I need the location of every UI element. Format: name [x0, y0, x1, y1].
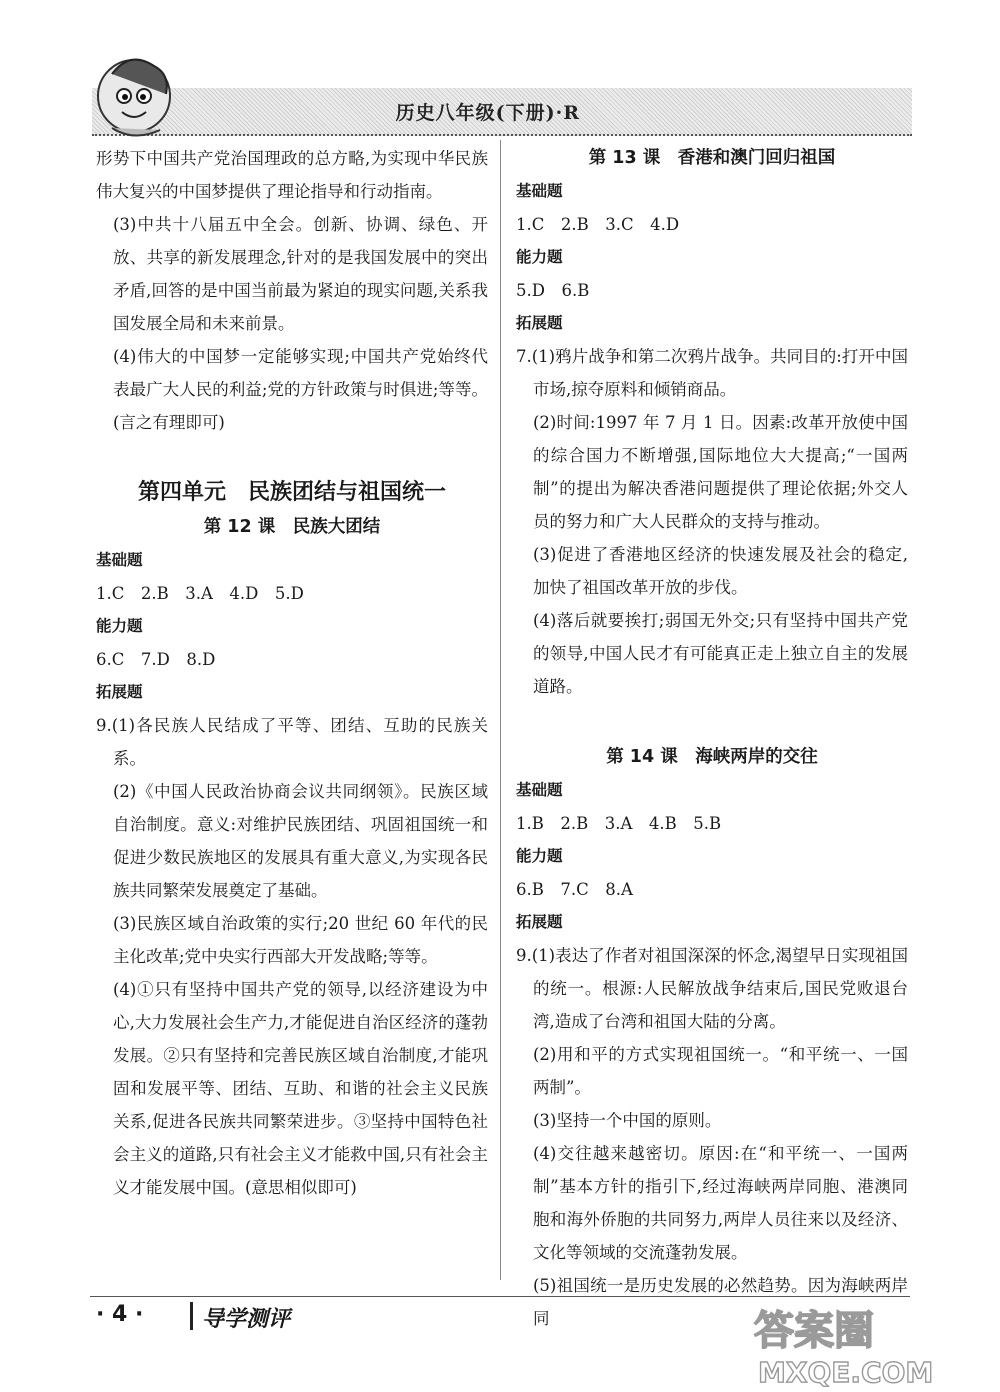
paragraph: (2)《中国人民政治协商会议共同纲领》。民族区域自治制度。意义:对维护民族团结、巩固祖国统一和促进少数民族地区的发展具有重大意义,为实现各民族共同繁荣发展奠定了基础。	[113, 782, 488, 900]
spacer	[516, 703, 908, 741]
watermark-site: MXQE.COM	[758, 1356, 934, 1389]
section-label-extension: 拓展题	[96, 683, 143, 701]
section-label-basic: 基础题	[96, 551, 143, 569]
paragraph: 9.(1)各民族人民结成了平等、团结、互助的民族关系。	[96, 716, 488, 768]
paragraph: 7.(1)鸦片战争和第二次鸦片战争。共同目的:打开中国市场,掠夺原料和倾销商品。	[516, 347, 908, 399]
paragraph: (2)时间:1997 年 7 月 1 日。因素:改革开放使中国的综合国力不断增强,国际地位大大提高;“一国两制”的提出为解决香港问题提供了理论依据;外交人员的努力和广大人民群众的支持与推动。	[533, 413, 908, 531]
paragraph: (4)交往越来越密切。原因:在“和平统一、一国两制”基本方针的指引下,经过海峡两岸同胞、港澳同胞和海外侨胞的共同努力,两岸人员往来以及经济、文化等领域的交流蓬勃发展。	[533, 1144, 908, 1262]
left-column	[96, 142, 488, 1204]
column-divider	[500, 140, 501, 1280]
right-column	[516, 142, 908, 1335]
paragraph: 9.(1)表达了作者对祖国深深的怀念,渴望早日实现祖国的统一。根源:人民解放战争结束后,国民党败退台湾,造成了台湾和祖国大陆的分离。	[516, 946, 908, 1031]
lesson-title: 第 13 课 香港和澳门回归祖国	[588, 148, 836, 168]
paragraph: (4)落后就要挨打;弱国无外交;只有坚持中国共产党的领导,中国人民才有可能真正走上独立自主的发展道路。	[533, 611, 908, 696]
answer-row: 6.C 7.D 8.D	[96, 650, 216, 669]
section-label-ability: 能力题	[516, 248, 563, 266]
page-header	[0, 0, 1000, 150]
paragraph: (2)用和平的方式实现祖国统一。“和平统一、一国两制”。	[533, 1045, 908, 1097]
section-label-basic: 基础题	[516, 182, 563, 200]
paragraph: (3)民族区域自治政策的实行;20 世纪 60 年代的民主化改革;党中央实行西部大开发战略;等等。	[113, 914, 488, 966]
section-label-extension: 拓展题	[516, 913, 563, 931]
paragraph: (3)坚持一个中国的原则。	[533, 1111, 722, 1130]
unit-title: 第四单元 民族团结与祖国统一	[137, 480, 446, 505]
paragraph: (4)伟大的中国梦一定能够实现;中国共产党始终代表最广大人民的利益;党的方针政策与时俱进;等等。(言之有理即可)	[113, 347, 488, 432]
answer-row: 6.B 7.C 8.A	[516, 880, 633, 899]
watermark-text: 答案圈	[754, 1308, 874, 1354]
section-label-ability: 能力题	[96, 617, 143, 635]
footer-rule	[90, 1296, 910, 1297]
answer-row: 1.B 2.B 3.A 4.B 5.B	[516, 814, 722, 833]
section-label-ability: 能力题	[516, 847, 563, 865]
paragraph: 形势下中国共产党治国理政的总方略,为实现中华民族伟大复兴的中国梦提供了理论指导和行动指南。	[96, 149, 488, 201]
mascot-icon	[82, 44, 192, 144]
paragraph: (4)①只有坚持中国共产党的领导,以经济建设为中心,大力发展社会生产力,才能促进自治区经济的蓬勃发展。②只有坚持和完善民族区域自治制度,才能巩固和发展平等、团结、互助、和谐的社会主义民族关系,促进各民族共同繁荣进步。③坚持中国特色社会主义的道路,只有社会主义才能救中国,只有社会主义才能发展中国。(意思相似即可)	[113, 980, 488, 1197]
answer-row: 1.C 2.B 3.A 4.D 5.D	[96, 584, 304, 603]
paragraph: (5)祖国统一是历史发展的必然趋势。因为海峡两岸同	[533, 1276, 908, 1328]
lesson-title: 第 14 课 海峡两岸的交往	[606, 747, 818, 767]
answer-row: 1.C 2.B 3.C 4.D	[516, 215, 680, 234]
paragraph: (3)中共十八届五中全会。创新、协调、绿色、开放、共享的新发展理念,针对的是我国发展中的突出矛盾,回答的是中国当前最为紧迫的现实问题,关系我国发展全局和未来前景。	[113, 215, 488, 333]
page-number: · 4 ·	[96, 1302, 144, 1327]
answer-row: 5.D 6.B	[516, 281, 590, 300]
header-title: 历史八年级(下册)·R	[395, 102, 580, 124]
watermark-logo	[746, 1298, 986, 1390]
paragraph: (3)促进了香港地区经济的快速发展及社会的稳定,加快了祖国改革开放的步伐。	[533, 545, 908, 597]
lesson-title: 第 12 课 民族大团结	[203, 517, 381, 537]
footer-separator	[190, 1302, 193, 1330]
footer-brand: 导学测评	[202, 1307, 291, 1332]
section-label-extension: 拓展题	[516, 314, 563, 332]
section-label-basic: 基础题	[516, 781, 563, 799]
